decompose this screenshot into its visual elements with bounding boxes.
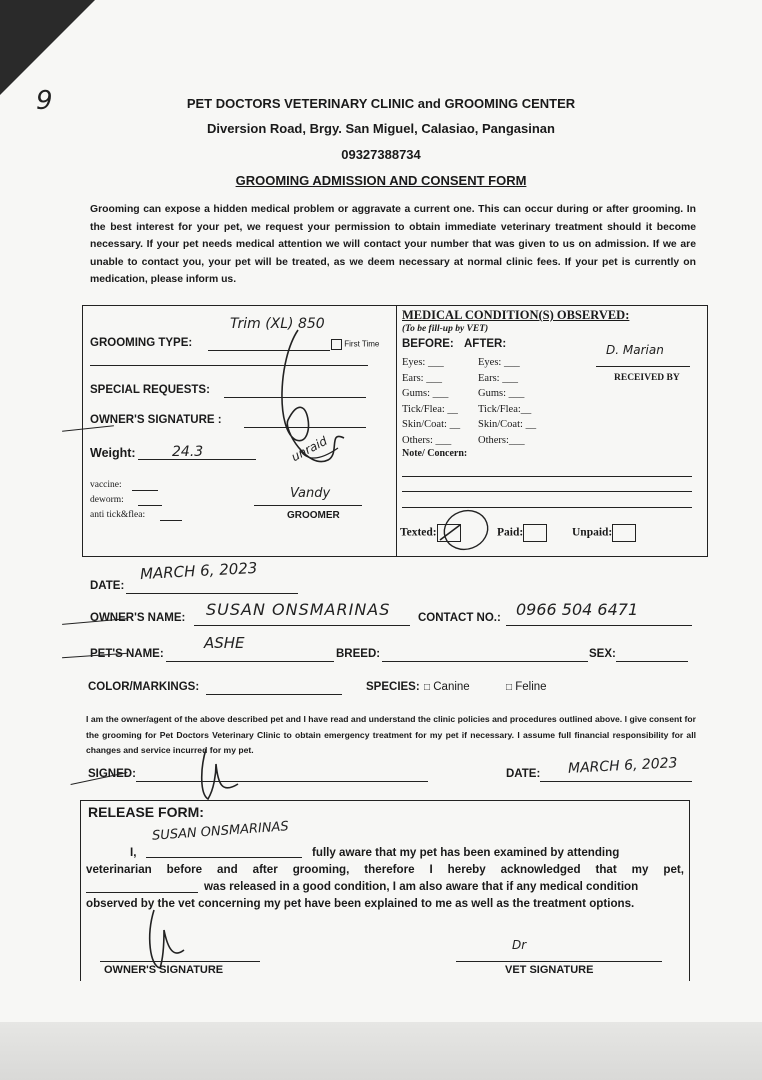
received-by-label: RECEIVED BY bbox=[614, 373, 680, 383]
release-line-2: veterinarian before and after grooming, therefore I hereby acknowledged that my pet, bbox=[86, 863, 684, 876]
species-label: SPECIES: bbox=[366, 681, 420, 693]
deworm-line bbox=[138, 505, 162, 506]
deworm-label: deworm: bbox=[90, 495, 124, 505]
after-heading: AFTER: bbox=[464, 338, 507, 350]
vaccine-line bbox=[132, 490, 158, 491]
vaccine-label: vaccine: bbox=[90, 480, 122, 490]
owner-signature-text: unraid bbox=[288, 433, 330, 465]
medical-title: MEDICAL CONDITION(S) OBSERVED: bbox=[402, 308, 630, 322]
unpaid-checkbox[interactable] bbox=[612, 524, 636, 542]
grooming-type-label: GROOMING TYPE: bbox=[90, 337, 193, 349]
owner-name-line bbox=[194, 625, 410, 626]
after-eyes: Eyes: ___ bbox=[478, 357, 520, 368]
box-divider bbox=[396, 305, 397, 556]
weight-label: Weight: bbox=[90, 446, 136, 460]
unpaid-option bbox=[572, 524, 636, 542]
after-others: Others:___ bbox=[478, 434, 525, 446]
note-concern-label: Note/ Concern: bbox=[402, 448, 468, 459]
owner-signature-label: OWNER'S SIGNATURE : bbox=[90, 414, 222, 426]
texted-label: Texted: bbox=[400, 526, 437, 539]
anti-tick-label: anti tick&flea: bbox=[90, 510, 146, 520]
scan-bottom-shade bbox=[0, 1022, 762, 1080]
before-eyes: Eyes: ___ bbox=[402, 357, 444, 368]
signed-date-value[interactable]: MARCH 6, 2023 bbox=[567, 755, 678, 777]
release-line-3: was released in a good condition, I am also aware that if any medical condition bbox=[204, 880, 639, 893]
date-line bbox=[126, 593, 298, 594]
anti-tick-line bbox=[160, 520, 182, 521]
breed-line bbox=[382, 661, 588, 662]
first-time-label: First Time bbox=[344, 339, 380, 349]
consent-paragraph: I am the owner/agent of the above described pet and I have read and understand the clinic policies and procedures outlined above. I give consent for the grooming for Pet Doctors Veterinary Clinic to obtain emergency treatment for my pet if necessary. I assume full financial responsibility for all changes and service incurred for my pet. bbox=[86, 714, 696, 755]
note-line-2 bbox=[402, 491, 692, 492]
contact-no-line bbox=[506, 625, 692, 626]
after-ears: Ears: ___ bbox=[478, 372, 518, 384]
clinic-phone: 09327388734 bbox=[341, 147, 421, 162]
date-label: DATE: bbox=[90, 580, 125, 592]
form-title: GROOMING ADMISSION AND CONSENT FORM bbox=[235, 173, 527, 188]
special-requests-label: SPECIAL REQUESTS: bbox=[90, 384, 210, 396]
unpaid-label: Unpaid: bbox=[572, 526, 613, 539]
received-by-line bbox=[596, 366, 690, 367]
owner-release-signature-label: OWNER'S SIGNATURE bbox=[104, 964, 224, 976]
groomer-name-value[interactable]: Vandy bbox=[290, 486, 331, 501]
contact-no-value[interactable]: 0966 504 6471 bbox=[516, 600, 639, 619]
paid-option bbox=[497, 524, 547, 542]
contact-no-label: CONTACT NO.: bbox=[418, 612, 501, 624]
release-name-line bbox=[146, 857, 302, 858]
pet-name-line bbox=[166, 661, 334, 662]
after-list bbox=[478, 355, 536, 448]
received-by-value[interactable]: D. Marian bbox=[606, 343, 664, 357]
date-value[interactable]: MARCH 6, 2023 bbox=[139, 558, 258, 584]
signed-line bbox=[136, 781, 428, 782]
signed-signature-scribble-icon bbox=[186, 744, 246, 804]
after-skin-coat: Skin/Coat: __ bbox=[478, 419, 537, 430]
signed-date-label: DATE: bbox=[506, 768, 541, 780]
after-tick-flea: Tick/Flea:__ bbox=[478, 403, 532, 415]
texted-circle-mark-icon bbox=[440, 506, 492, 554]
signed-label: SIGNED: bbox=[88, 768, 136, 780]
before-gums: Gums: ___ bbox=[402, 388, 449, 399]
vet-signature-value[interactable]: Dr bbox=[512, 938, 527, 952]
release-i-label: I, bbox=[130, 846, 137, 859]
species-feline-option[interactable]: □ Feline bbox=[506, 681, 547, 693]
medical-subtitle: (To be fill-up by VET) bbox=[402, 324, 489, 334]
release-name-value[interactable]: SUSAN ONSMARINAS bbox=[151, 819, 290, 844]
signed-date-line bbox=[540, 781, 692, 782]
before-skin-coat: Skin/Coat: __ bbox=[402, 419, 461, 430]
release-line-4: observed by the vet concerning my pet have been explained to me as well as the treatment options. bbox=[86, 897, 635, 910]
before-heading: BEFORE: bbox=[402, 338, 454, 350]
groomer-label: GROOMER bbox=[287, 510, 340, 521]
sex-line bbox=[616, 661, 688, 662]
feline-label: Feline bbox=[515, 681, 547, 693]
color-markings-line bbox=[206, 694, 342, 695]
before-list bbox=[402, 355, 460, 448]
vet-signature-line bbox=[456, 961, 662, 962]
owner-release-signature-line bbox=[100, 961, 260, 962]
scan-corner-shadow bbox=[0, 0, 95, 95]
color-markings-label: COLOR/MARKINGS: bbox=[88, 681, 200, 693]
species-canine-option[interactable]: □ Canine bbox=[424, 681, 470, 693]
paid-label: Paid: bbox=[497, 526, 524, 539]
release-pet-line bbox=[86, 892, 198, 893]
before-ears: Ears: ___ bbox=[402, 372, 442, 384]
owner-name-label: OWNER'S NAME: bbox=[90, 612, 186, 624]
owner-name-value[interactable]: SUSAN ONSMARINAS bbox=[206, 600, 391, 619]
clinic-address: Diversion Road, Brgy. San Miguel, Calasiao, Pangasinan bbox=[207, 121, 555, 136]
sex-label: SEX: bbox=[589, 648, 616, 660]
before-tick-flea: Tick/Flea: __ bbox=[402, 403, 458, 415]
paid-checkbox[interactable] bbox=[523, 524, 547, 542]
vet-signature-label: VET SIGNATURE bbox=[505, 964, 594, 976]
canine-label: Canine bbox=[433, 681, 470, 693]
groomer-line bbox=[254, 505, 362, 506]
breed-label: BREED: bbox=[336, 648, 381, 660]
pet-name-value[interactable]: ASHE bbox=[204, 634, 245, 652]
clinic-name: PET DOCTORS VETERINARY CLINIC and GROOMING CENTER bbox=[186, 96, 576, 111]
note-line-1 bbox=[402, 476, 692, 477]
intro-paragraph: Grooming can expose a hidden medical problem or aggravate a current one. This can occur during or after grooming. In the best interest for your pet, we request your permission to obtain immediate veterinary treatment should it become necessary. If your pet needs medical attention we will contact your number that was given to us on admission. If we are unable to contact you, your pet will be treated, as we deem necessary at normal clinic fees. If your pet is currently on medication, please inform us. bbox=[90, 204, 696, 286]
release-form-title: RELEASE FORM: bbox=[88, 804, 204, 820]
release-line-1: fully aware that my pet has been examined by attending bbox=[312, 846, 620, 859]
page-number: 9 bbox=[36, 86, 53, 116]
pet-name-label: PET'S NAME: bbox=[90, 648, 164, 660]
before-others: Others: ___ bbox=[402, 434, 452, 446]
grooming-type-value[interactable]: Trim (XL) 850 bbox=[230, 316, 325, 332]
after-gums: Gums: ___ bbox=[478, 388, 525, 399]
owner-signature-scribble-icon bbox=[268, 320, 358, 480]
weight-value[interactable]: 24.3 bbox=[172, 444, 204, 460]
